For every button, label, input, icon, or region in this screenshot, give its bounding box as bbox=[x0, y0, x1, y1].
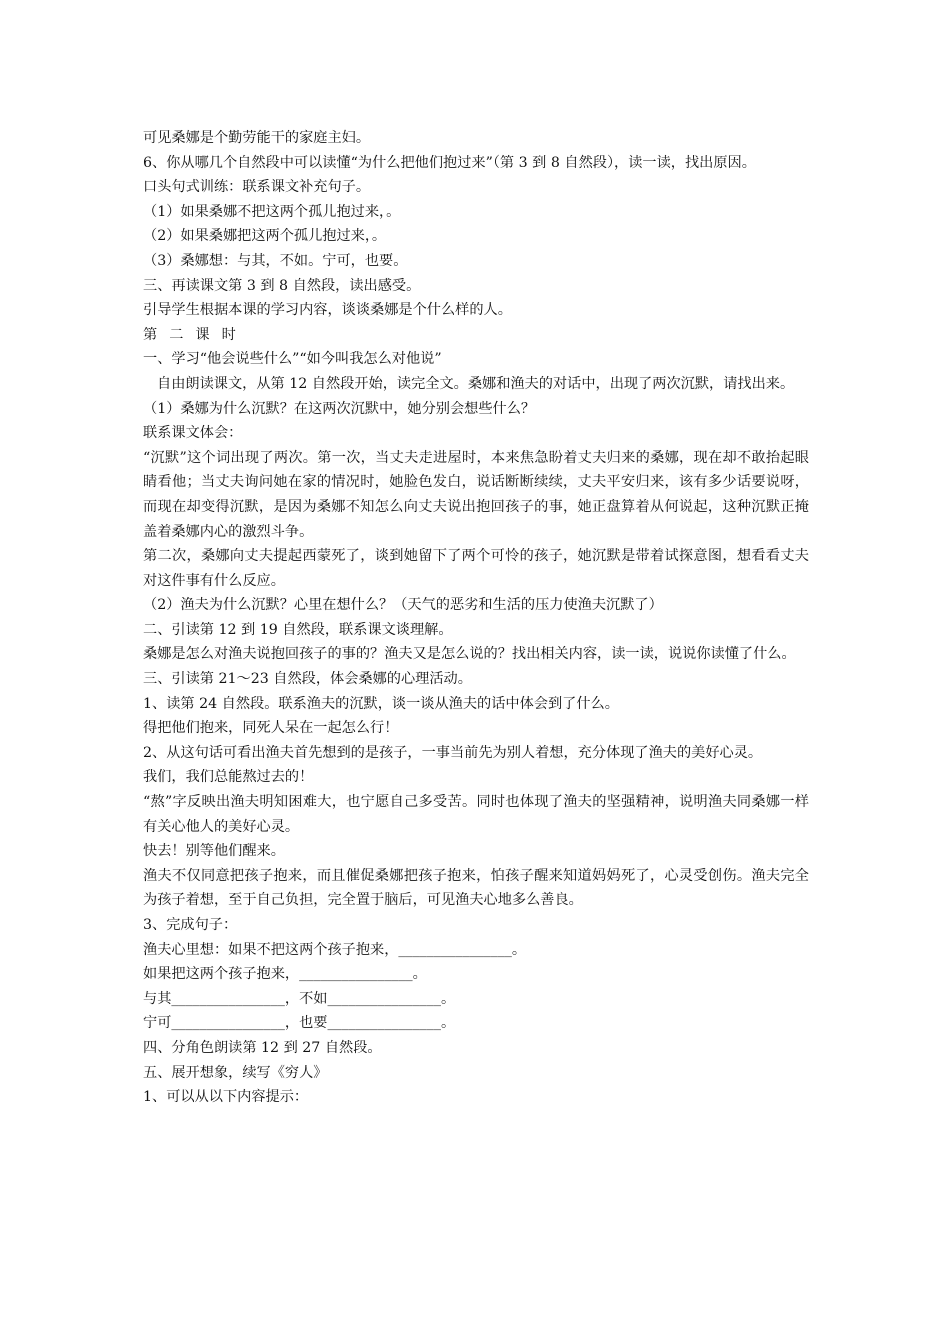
text-line: 6、你从哪几个自然段中可以读懂“为什么把他们抱过来”（第 3 到 8 自然段），读一读，找出原因。 bbox=[143, 154, 756, 171]
text-line: 可见桑娜是个勤劳能干的家庭主妇。 bbox=[143, 130, 371, 146]
text-line: 五、展开想象，续写《穷人》 bbox=[143, 1064, 328, 1081]
text-line: 1、读第 24 自然段。联系渔夫的沉默，谈一谈从渔夫的话中体会到了什么。 bbox=[143, 695, 619, 712]
text-line: “熬”字反映出渔夫明知困难大，也宁愿自己多受苦。同时也体现了渔夫的坚强精神，说明渔夫同桑娜一样有关心他人的美好心灵。 bbox=[143, 794, 809, 835]
text-line: （1）桑娜为什么沉默？在这两次沉默中，她分别会想些什么？ bbox=[143, 400, 536, 417]
text-line: 1、可以从以下内容提示： bbox=[143, 1089, 309, 1106]
document-body bbox=[143, 126, 809, 1110]
text-line: （1）如果桑娜不把这两个孤儿抱过来，。 bbox=[143, 203, 401, 220]
text-line: （2）渔夫为什么沉默？心里在想什么？（天气的恶劣和生活的压力使渔夫沉默了） bbox=[143, 597, 663, 614]
text-line: 口头句式训练：联系课文补充句子。 bbox=[143, 179, 371, 196]
text-line: 二、引读第 12 到 19 自然段，联系课文谈理解。 bbox=[143, 621, 453, 638]
text-line: 三、再读课文第 3 到 8 自然段，读出感受。 bbox=[143, 277, 421, 294]
text-line: 四、分角色朗读第 12 到 27 自然段。 bbox=[143, 1039, 382, 1056]
fill-in-line: 渔夫心里想：如果不把这两个孩子抱来，________________。 bbox=[143, 941, 527, 958]
text-line: 联系课文体会： bbox=[143, 425, 243, 442]
text-line: 三、引读第 21～23 自然段，体会桑娜的心理活动。 bbox=[143, 671, 472, 688]
text-line: 一、学习“他会说些什么”“如今叫我怎么对他说” bbox=[143, 351, 442, 368]
text-line: 引导学生根据本课的学习内容，谈谈桑娜是个什么样的人。 bbox=[143, 302, 512, 319]
section-heading: 第二课时 bbox=[143, 326, 248, 343]
text-line: 渔夫不仅同意把孩子抱来，而且催促桑娜把孩子抱来，怕孩子醒来知道妈妈死了，心灵受创伤。渔夫完全为孩子着想，至于自己负担，完全置于脑后，可见渔夫心地多么善良。 bbox=[143, 867, 809, 909]
fill-in-line: 与其________________，不如________________。 bbox=[143, 990, 456, 1007]
text-line: （3）桑娜想：与其，不如。宁可，也要。 bbox=[143, 252, 408, 269]
fill-in-line: 宁可________________，也要________________。 bbox=[143, 1015, 456, 1032]
text-line: 快去！别等他们醒来。 bbox=[143, 843, 285, 860]
text-line: 2、从这句话可看出渔夫首先想到的是孩子，一事当前先为别人着想，充分体现了渔夫的美好心灵。 bbox=[143, 744, 763, 761]
text-line: 得把他们抱来，同死人呆在一起怎么行！ bbox=[143, 720, 399, 737]
text-line: 第二次，桑娜向丈夫提起西蒙死了，谈到她留下了两个可怜的孩子，她沉默是带着试探意图，想看看丈夫对这件事有什么反应。 bbox=[143, 548, 809, 589]
text-line: 桑娜是怎么对渔夫说抱回孩子的事的？渔夫又是怎么说的？找出相关内容，读一读，说说你读懂了什么。 bbox=[143, 646, 796, 663]
text-line: “沉默”这个词出现了两次。第一次，当丈夫走进屋时，本来焦急盼着丈夫归来的桑娜，现在却不敢抬起眼睛看他；当丈夫询问她在家的情况时，她脸色发白，说话断断续续，丈夫平安归来，该有多少话要说呀，而现在却变得沉默，是因为桑娜不知怎么向丈夫说出抱回孩子的事，她正盘算着从何说起，这种沉默正掩盖着桑娜内心的激烈斗争。 bbox=[143, 449, 809, 540]
fill-in-line: 如果把这两个孩子抱来，________________。 bbox=[143, 966, 427, 983]
text-line: 自由朗读课文，从第 12 自然段开始，读完全文。桑娜和渔夫的对话中，出现了两次沉默，请找出来。 bbox=[157, 375, 795, 392]
text-line: 我们，我们总能熬过去的！ bbox=[143, 769, 314, 786]
text-line: （2）如果桑娜把这两个孤儿抱过来，。 bbox=[143, 228, 387, 245]
text-line: 3、完成句子： bbox=[143, 917, 238, 933]
